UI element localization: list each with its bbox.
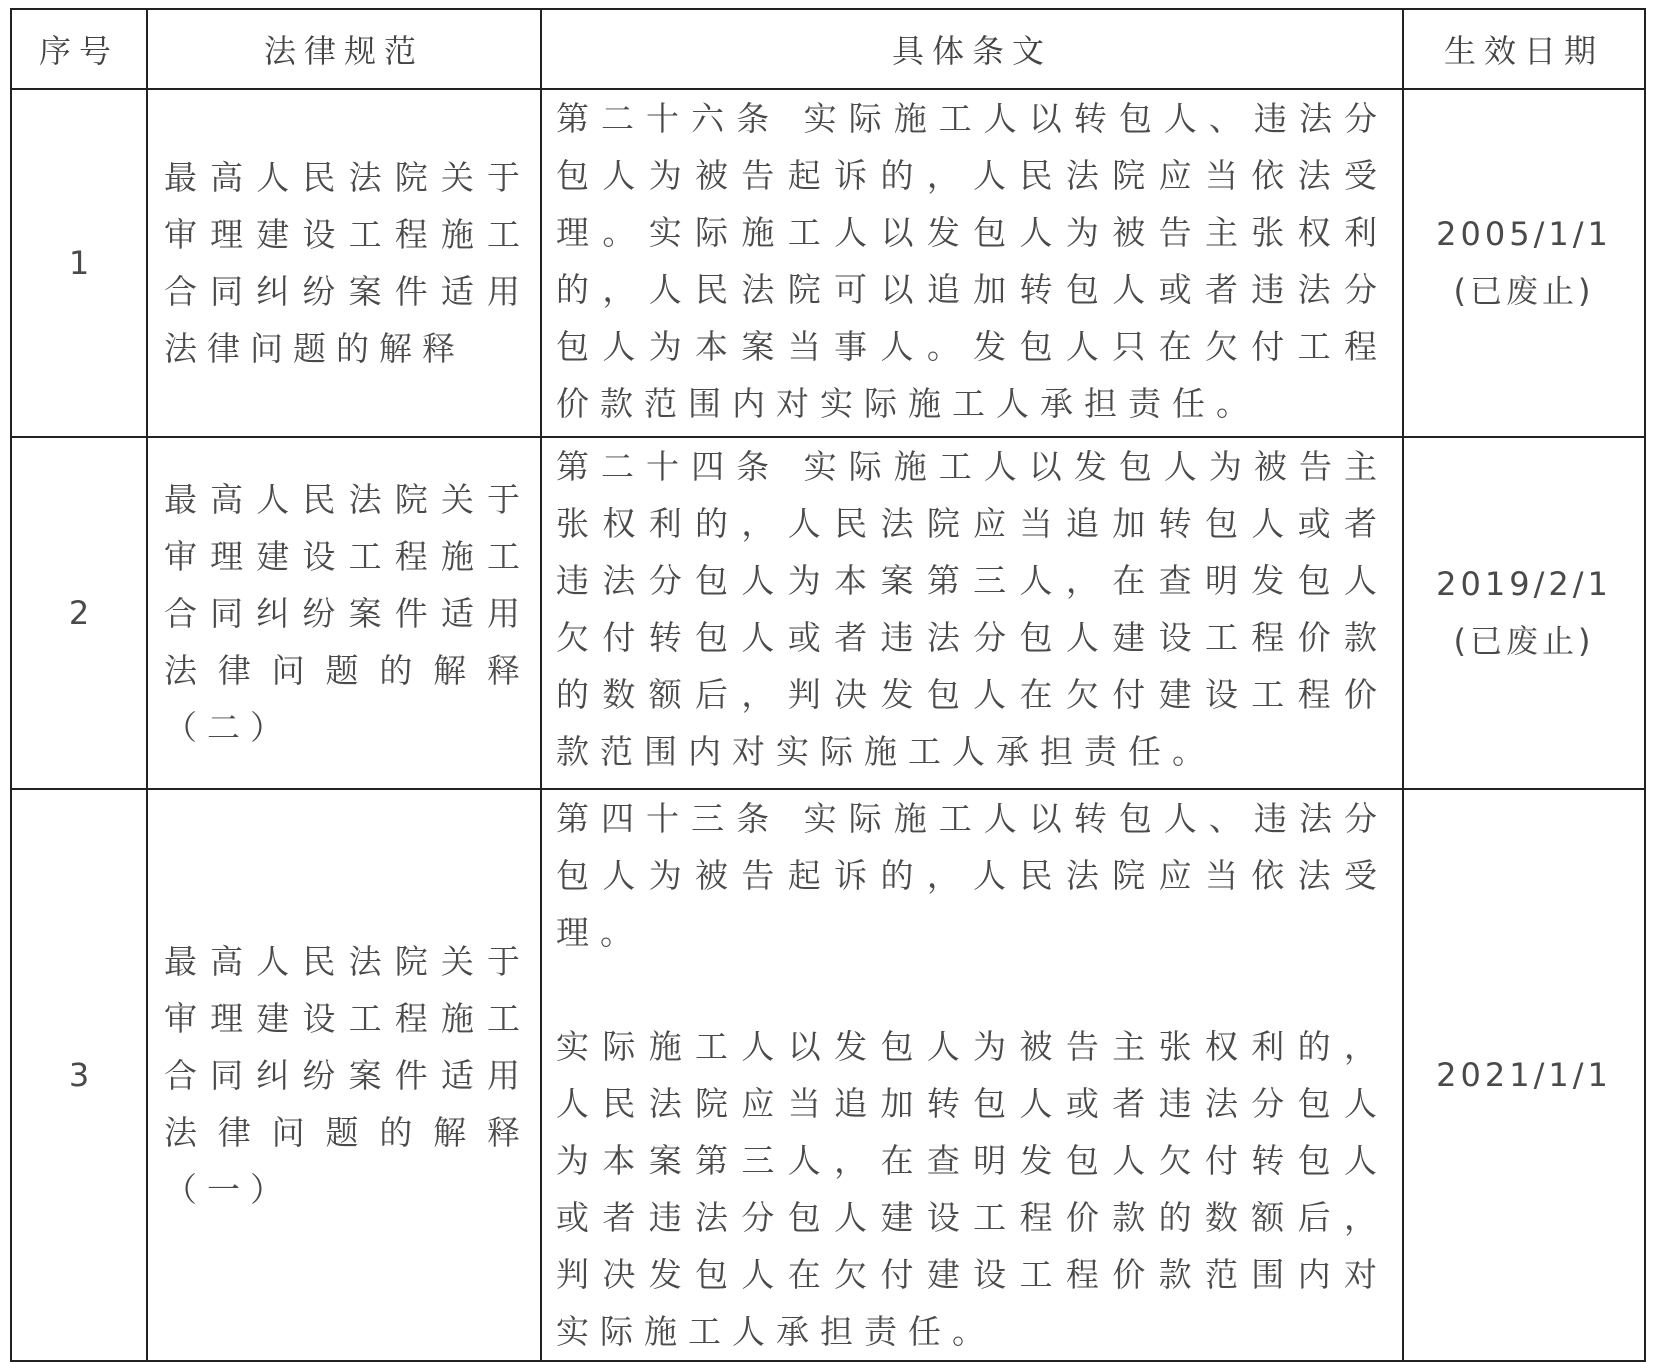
law-comparison-table [10, 8, 1646, 1362]
row-regulation: 最高人民法院关于审理建设工程施工合同纠纷案件适用法律问题的解释（一） [147, 789, 541, 1361]
article-paragraph: 实际施工人以发包人为被告主张权利的，人民法院应当追加转包人或者违法分包人为本案第三人，在查明发包人欠付转包人或者违法分包人建设工程价款的数额后，判决发包人在欠付建设工程价款范围内对实际施工人承担责任。 [556, 1027, 1388, 1351]
header-regulation: 法律规范 [147, 9, 541, 89]
effective-date: 2021/1/1 [1436, 1055, 1612, 1094]
table-row [11, 789, 1645, 1361]
row-effective-date [1403, 89, 1645, 437]
table-row [11, 437, 1645, 789]
row-article [541, 89, 1403, 437]
row-article [541, 789, 1403, 1361]
article-paragraph: 第二十四条 实际施工人以发包人为被告主张权利的，人民法院应当追加转包人或者违法分包人为本案第三人，在查明发包人欠付转包人或者违法分包人建设工程价款的数额后，判决发包人在欠付建设工程价款范围内对实际施工人承担责任。 [556, 447, 1388, 771]
row-regulation: 最高人民法院关于审理建设工程施工合同纠纷案件适用法律问题的解释 [147, 89, 541, 437]
header-article: 具体条文 [541, 9, 1403, 89]
header-index: 序号 [11, 9, 147, 89]
row-index: 3 [11, 789, 147, 1361]
article-paragraph: 第二十六条 实际施工人以转包人、违法分包人为被告起诉的，人民法院应当依法受理。实际施工人以发包人为被告主张权利的，人民法院可以追加转包人或者违法分包人为本案当事人。发包人只在欠付工程价款范围内对实际施工人承担责任。 [556, 99, 1388, 423]
article-paragraph: 第四十三条 实际施工人以转包人、违法分包人为被告起诉的，人民法院应当依法受理。 [556, 799, 1388, 952]
effective-date: 2019/2/1 [1436, 565, 1612, 603]
row-regulation: 最高人民法院关于审理建设工程施工合同纠纷案件适用法律问题的解释（二） [147, 437, 541, 789]
effective-date: 2005/1/1 [1436, 215, 1612, 253]
row-index: 1 [11, 89, 147, 437]
row-effective-date [1403, 789, 1645, 1361]
status-note: (已废止) [1453, 272, 1595, 310]
row-index: 2 [11, 437, 147, 789]
status-note: (已废止) [1453, 622, 1595, 660]
header-effective-date: 生效日期 [1403, 9, 1645, 89]
document-page [10, 8, 1644, 1351]
row-effective-date [1403, 437, 1645, 789]
table-row [11, 89, 1645, 437]
row-article [541, 437, 1403, 789]
table-header-row [11, 9, 1645, 89]
